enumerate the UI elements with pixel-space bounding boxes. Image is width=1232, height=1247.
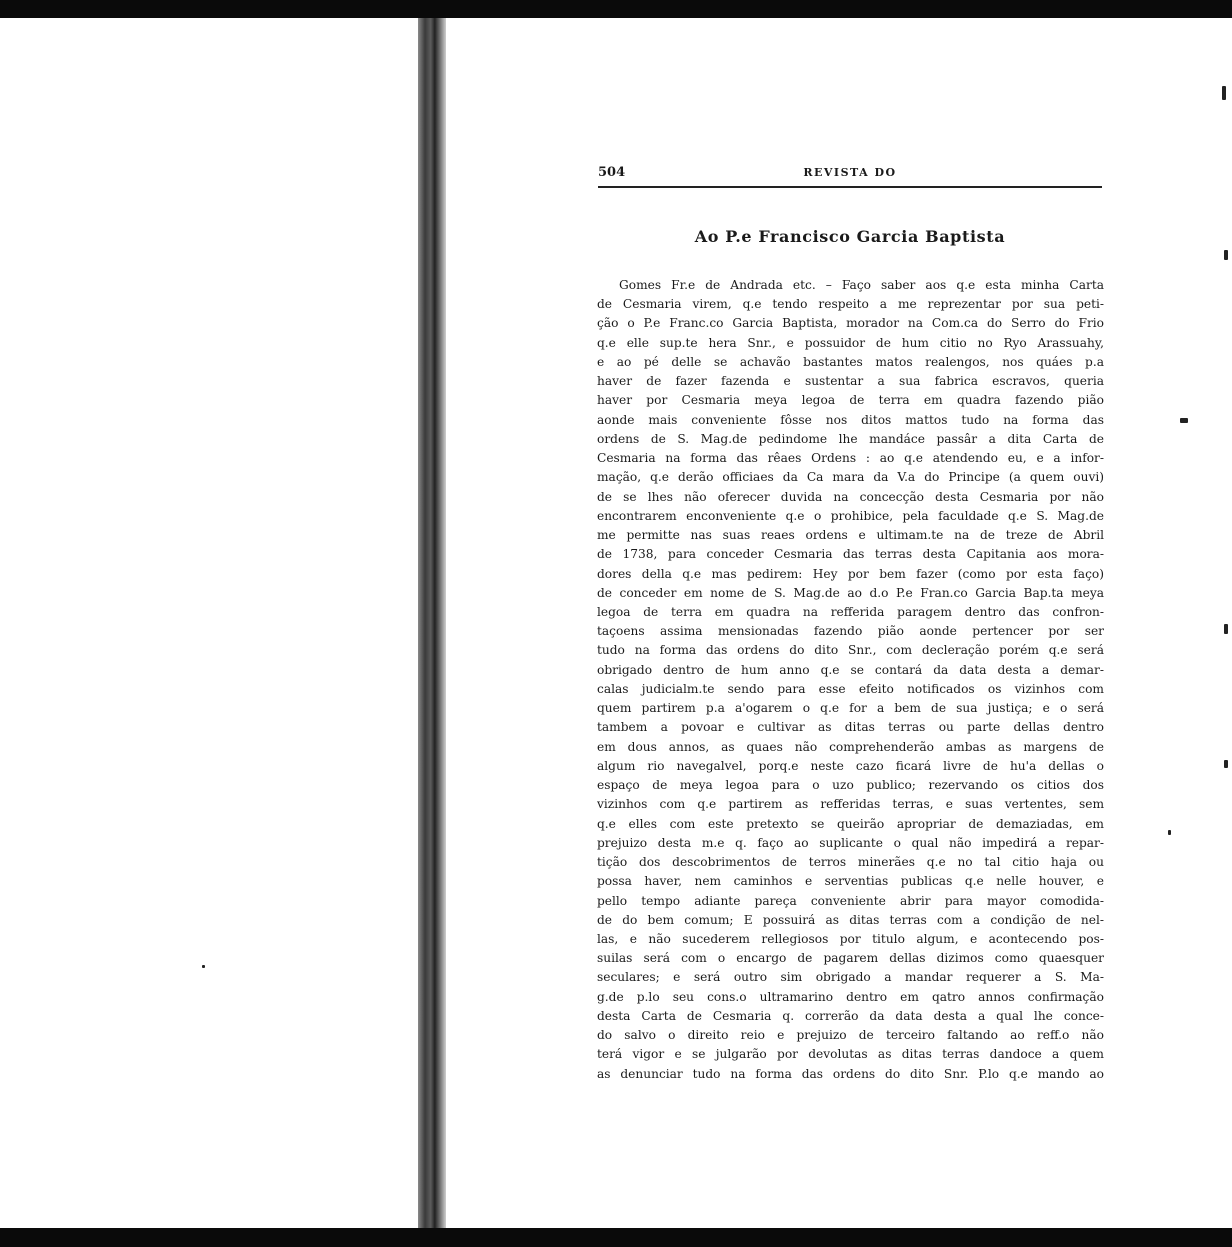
scan-bottom-border: [0, 1228, 1232, 1247]
text-line: taçoens assima mensionadas fazendo pião aonde pertencer por ser: [597, 624, 1104, 639]
text-line: vizinhos com q.e partirem as refferidas terras, e suas vertentes, sem: [597, 797, 1104, 812]
text-line: seculares; e será outro sim obrigado a mandar requerer a S. Ma-: [597, 970, 1104, 985]
text-line: de Cesmaria virem, q.e tendo respeito a me reprezentar por sua peti-: [597, 297, 1104, 312]
document-title: Ao P.e Francisco Garcia Baptista: [694, 227, 1006, 246]
scan-speck: [1224, 250, 1228, 260]
facing-blank-page: [0, 18, 418, 1228]
text-line: me permitte nas suas reaes ordens e ultimam.te na de treze de Abril: [597, 528, 1104, 543]
text-line: q.e elle sup.te hera Snr., e possuidor de hum citio no Ryo Arassuahy,: [597, 335, 1104, 350]
text-line: de conceder em nome de S. Mag.de ao d.o P.e Fran.co Garcia Bap.ta meya: [597, 585, 1104, 600]
book-gutter: [418, 18, 446, 1228]
text-line: dores della q.e mas pedirem: Hey por bem fazer (como por esta faço): [597, 566, 1104, 581]
text-line: em dous annos, as quaes não comprehenderão ambas as margens de: [597, 739, 1104, 754]
text-line: de se lhes não oferecer duvida na concecção desta Cesmaria por não: [597, 489, 1104, 504]
text-line: mação, q.e derão officiaes da Ca mara da V.a do Principe (a quem ouvi): [597, 470, 1104, 485]
letter-body: [597, 276, 1104, 1084]
text-line: suilas será com o encargo de pagarem dellas dizimos como quaesquer: [597, 951, 1104, 966]
scan-speck: [202, 965, 205, 968]
text-line: tambem a povoar e cultivar as ditas terras ou parte dellas dentro: [597, 720, 1104, 735]
text-line: de do bem comum; E possuirá as ditas terras com a condição de nel-: [597, 912, 1104, 927]
text-line: las, e não sucederem rellegiosos por titulo algum, e acontecendo pos-: [597, 931, 1104, 946]
text-line: possa haver, nem caminhos e serventias publicas q.e nelle houver, e: [597, 874, 1104, 889]
running-head: [598, 165, 1102, 185]
text-line: haver por Cesmaria meya legoa de terra em quadra fazendo pião: [597, 393, 1104, 408]
text-line: do salvo o direito reio e prejuizo de terceiro faltando ao reff.o não: [597, 1028, 1104, 1043]
scan-top-border: [0, 0, 1232, 18]
scan-speck: [1224, 624, 1228, 634]
text-line: q.e elles com este pretexto se queirão apropriar de demaziadas, em: [597, 816, 1104, 831]
journal-title: REVISTA DO: [803, 166, 897, 179]
text-line: obrigado dentro de hum anno q.e se contará da data desta a demar-: [597, 662, 1104, 677]
text-line: ordens de S. Mag.de pedindome lhe mandáce passâr a dita Carta de: [597, 431, 1104, 446]
text-line: g.de p.lo seu cons.o ultramarino dentro em qatro annos confirmação: [597, 989, 1104, 1004]
text-line: desta Carta de Cesmaria q. correrão da data desta a qual lhe conce-: [597, 1008, 1104, 1023]
text-line: prejuizo desta m.e q. faço ao suplicante o qual não impedirá a repar-: [597, 835, 1104, 850]
text-line: pello tempo adiante pareça conveniente abrir para mayor comodida-: [597, 893, 1104, 908]
scan-speck: [1168, 830, 1171, 835]
text-line: aonde mais conveniente fôsse nos ditos mattos tudo na forma das: [597, 412, 1104, 427]
text-line: encontrarem enconveniente q.e o prohibice, pela faculdade q.e S. Mag.de: [597, 508, 1104, 523]
text-line: haver de fazer fazenda e sustentar a sua fabrica escravos, queria: [597, 374, 1104, 389]
header-rule: [598, 186, 1102, 188]
text-line: legoa de terra em quadra na refferida paragem dentro das confron-: [597, 604, 1104, 619]
scan-speck: [1222, 86, 1226, 100]
text-line: tição dos descobrimentos de terros minerães q.e no tal citio haja ou: [597, 855, 1104, 870]
scan-speck: [1224, 760, 1228, 768]
text-line: calas judicialm.te sendo para esse efeito notificados os vizinhos com: [597, 681, 1104, 696]
page-number: 504: [598, 165, 626, 180]
text-line: terá vigor e se julgarão por devolutas as ditas terras dandoce a quem: [597, 1047, 1104, 1062]
text-line: Gomes Fr.e de Andrada etc. – Faço saber aos q.e esta minha Carta: [619, 278, 1104, 292]
text-line: ção o P.e Franc.co Garcia Baptista, morador na Com.ca do Serro do Frio: [597, 316, 1104, 331]
text-line: as denunciar tudo na forma das ordens do dito Snr. P.lo q.e mando ao: [597, 1066, 1104, 1081]
text-line: e ao pé delle se achavão bastantes matos realengos, nos quáes p.a: [597, 354, 1104, 369]
text-line: de 1738, para conceder Cesmaria das terras desta Capitania aos mora-: [597, 547, 1104, 562]
text-line: algum rio navegalvel, porq.e neste cazo ficará livre de hu'a dellas o: [597, 758, 1104, 773]
text-line: quem partirem p.a a'ogarem o q.e for a bem de sua justiça; e o será: [597, 701, 1104, 716]
text-line: Cesmaria na forma das rêaes Ordens : ao q.e atendendo eu, e a infor-: [597, 451, 1104, 466]
text-line: tudo na forma das ordens do dito Snr., com decleração porém q.e será: [597, 643, 1104, 658]
scan-speck: [1180, 418, 1188, 423]
text-line: espaço de meya legoa para o uzo publico; rezervando os citios dos: [597, 778, 1104, 793]
